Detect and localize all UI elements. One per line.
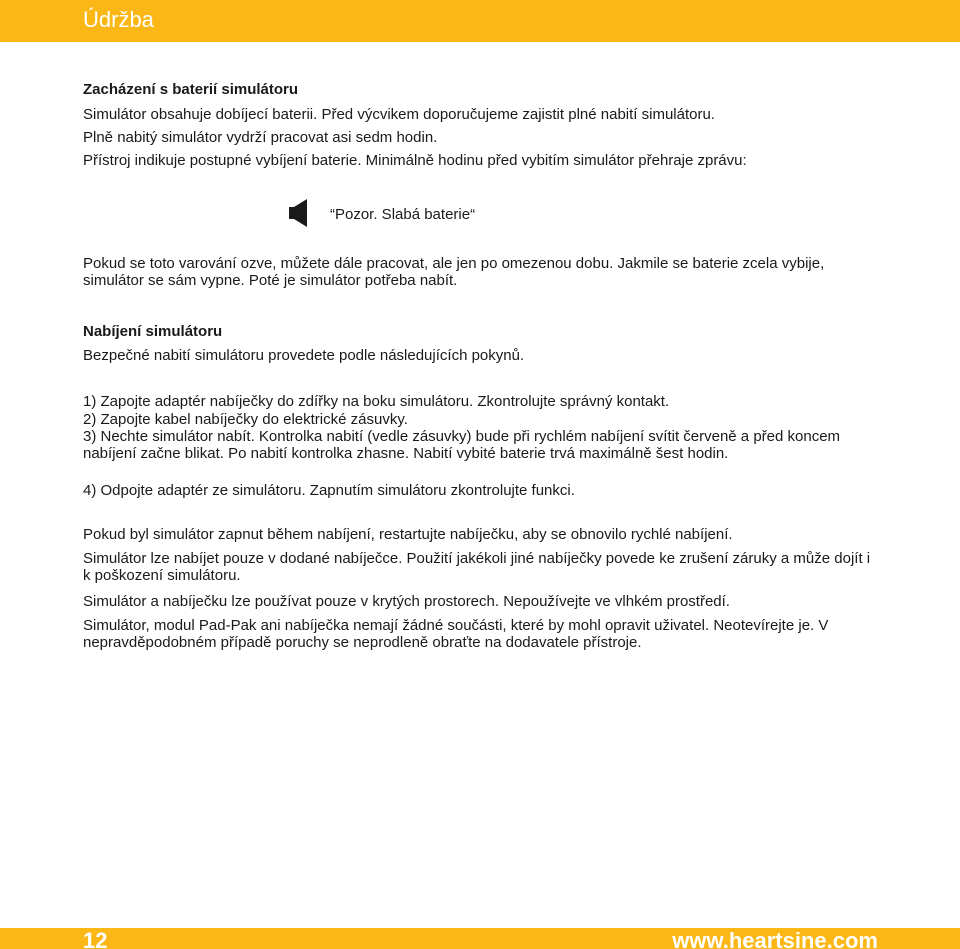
footer-bar [0,928,960,949]
battery-line-1: Simulátor obsahuje dobíjecí baterii. Před výcvikem doporučujeme zajistit plné nabití simulátoru. [83,106,715,123]
note-4: Simulátor, modul Pad-Pak ani nabíječka nemají žádné součásti, které by mohl opravit uživatel. Neotevírejte je. V nepravděpodobném případě poruchy se neprodleně obraťte na dodavatele přístroje. [83,617,829,651]
step-1: 1) Zapojte adaptér nabíječky do zdířky na boku simulátoru. Zkontrolujte správný kontakt. [83,393,670,410]
warning-message: “Pozor. Slabá baterie“ [330,206,476,223]
step-2: 2) Zapojte kabel nabíječky do elektrické zásuvky. [83,411,408,428]
note-2: Simulátor lze nabíjet pouze v dodané nabíječce. Použití jakékoli jiné nabíječky povede ke zrušení záruky a může dojít i k poškození simulátoru. [83,550,871,584]
page-title: Údržba [83,7,154,32]
battery-line-3: Přístroj indikuje postupné vybíjení baterie. Minimálně hodinu před vybitím simulátor přehraje zprávu: [83,152,747,169]
header-bar [0,0,960,42]
step-4: 4) Odpojte adaptér ze simulátoru. Zapnutím simulátoru zkontrolujte funkci. [83,482,575,499]
note-1: Pokud byl simulátor zapnut během nabíjení, restartujte nabíječku, aby se obnovilo rychlé nabíjení. [83,526,733,543]
page-number: 12 [83,928,108,949]
battery-heading: Zacházení s baterií simulátoru [83,81,299,98]
battery-after-warning: Pokud se toto varování ozve, můžete dále pracovat, ale jen po omezenou dobu. Jakmile se baterie zcela vybije, simulátor se sám vypne. Poté je simulátor potřeba nabít. [83,255,825,289]
speaker-icon [289,198,309,228]
charging-heading: Nabíjení simulátoru [83,323,223,340]
step-3: 3) Nechte simulátor nabít. Kontrolka nabití (vedle zásuvky) bude při rychlém nabíjení svítit červeně a před koncem nabíjení začne blikat. Po nabití kontrolka zhasne. Nabití vybité baterie trvá maximálně šest hodin. [83,428,841,462]
footer-url: www.heartsine.com [672,928,878,949]
battery-line-2: Plně nabitý simulátor vydrží pracovat asi sedm hodin. [83,129,438,146]
charging-intro: Bezpečné nabití simulátoru provedete podle následujících pokynů. [83,347,525,364]
note-3: Simulátor a nabíječku lze používat pouze v krytých prostorech. Nepoužívejte ve vlhkém prostředí. [83,593,730,610]
